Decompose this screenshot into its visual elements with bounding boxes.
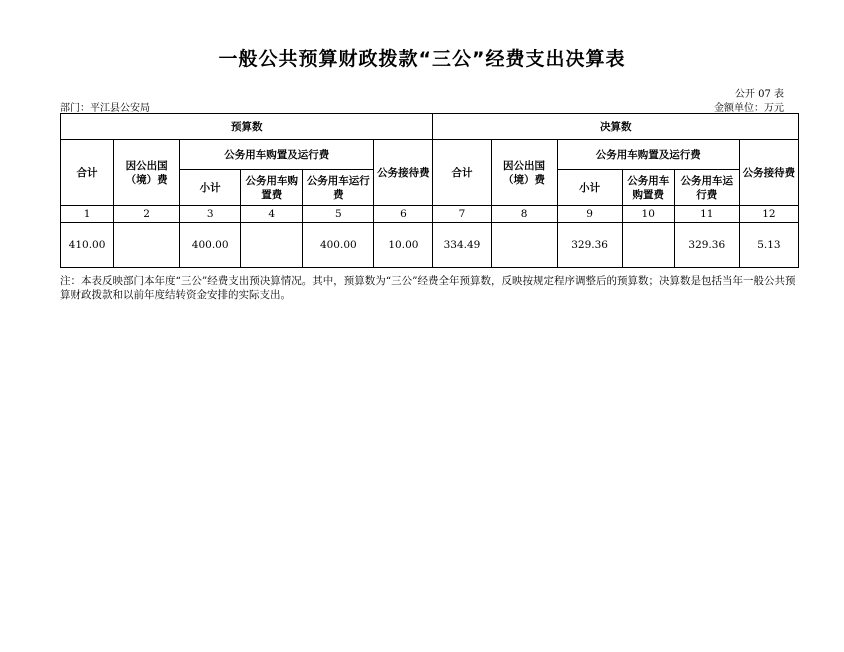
budget-subtotal-value: 400.00 [180, 223, 241, 268]
final-subtotal-header: 小计 [557, 170, 622, 206]
budget-vehicle-run-header: 公务用车运行费 [303, 170, 374, 206]
header-row-1 [61, 114, 799, 140]
budget-reception-value: 10.00 [374, 223, 433, 268]
header-row-2 [61, 140, 799, 170]
budget-total-value: 410.00 [61, 223, 114, 268]
column-number-row [61, 206, 799, 223]
column-number: 7 [433, 206, 491, 223]
final-reception-value: 5.13 [739, 223, 798, 268]
final-vehicle-purchase-header: 公务用车购置费 [622, 170, 674, 206]
column-number: 9 [557, 206, 622, 223]
final-vehicle-run-header: 公务用车运行费 [674, 170, 739, 206]
final-total-value: 334.49 [433, 223, 491, 268]
department-label: 部门：平江县公安局 [60, 103, 150, 114]
column-number: 4 [241, 206, 303, 223]
budget-total-header: 合计 [61, 140, 114, 206]
final-abroad-value [491, 223, 557, 268]
budget-abroad-header: 因公出国（境）费 [114, 140, 180, 206]
column-number: 11 [674, 206, 739, 223]
final-group-header: 决算数 [433, 114, 799, 140]
form-number: 公开 07 表 [734, 89, 784, 100]
budget-group-header: 预算数 [61, 114, 433, 140]
budget-abroad-value [114, 223, 180, 268]
budget-vehicle-run-value: 400.00 [303, 223, 374, 268]
column-number: 3 [180, 206, 241, 223]
footnote: 注：本表反映部门本年度“三公”经费支出预决算情况。其中，预算数为“三公”经费全年预算数，反映按规定程序调整后的预算数；决算数是包括当年一般公共预算财政拨款和以前年度结转资金安排的实际支出。 [60, 275, 796, 301]
final-vehicle-run-value: 329.36 [674, 223, 739, 268]
budget-reception-header: 公务接待费 [374, 140, 433, 206]
final-reception-header: 公务接待费 [739, 140, 798, 206]
final-subtotal-value: 329.36 [557, 223, 622, 268]
final-vehicle-purchase-value [622, 223, 674, 268]
page-title: 一般公共预算财政拨款“三公”经费支出决算表 [218, 48, 626, 70]
expenditure-table [60, 113, 799, 268]
final-total-header: 合计 [433, 140, 491, 206]
column-number: 2 [114, 206, 180, 223]
amount-unit-label: 金额单位：万元 [714, 103, 784, 114]
final-abroad-header: 因公出国（境）费 [491, 140, 557, 206]
budget-subtotal-header: 小计 [180, 170, 241, 206]
column-number: 5 [303, 206, 374, 223]
column-number: 6 [374, 206, 433, 223]
column-number: 1 [61, 206, 114, 223]
column-number: 8 [491, 206, 557, 223]
column-number: 12 [739, 206, 798, 223]
column-number: 10 [622, 206, 674, 223]
budget-vehicle-group-header: 公务用车购置及运行费 [180, 140, 374, 170]
table-row [61, 223, 799, 268]
budget-vehicle-purchase-header: 公务用车购置费 [241, 170, 303, 206]
final-vehicle-group-header: 公务用车购置及运行费 [557, 140, 739, 170]
budget-vehicle-purchase-value [241, 223, 303, 268]
